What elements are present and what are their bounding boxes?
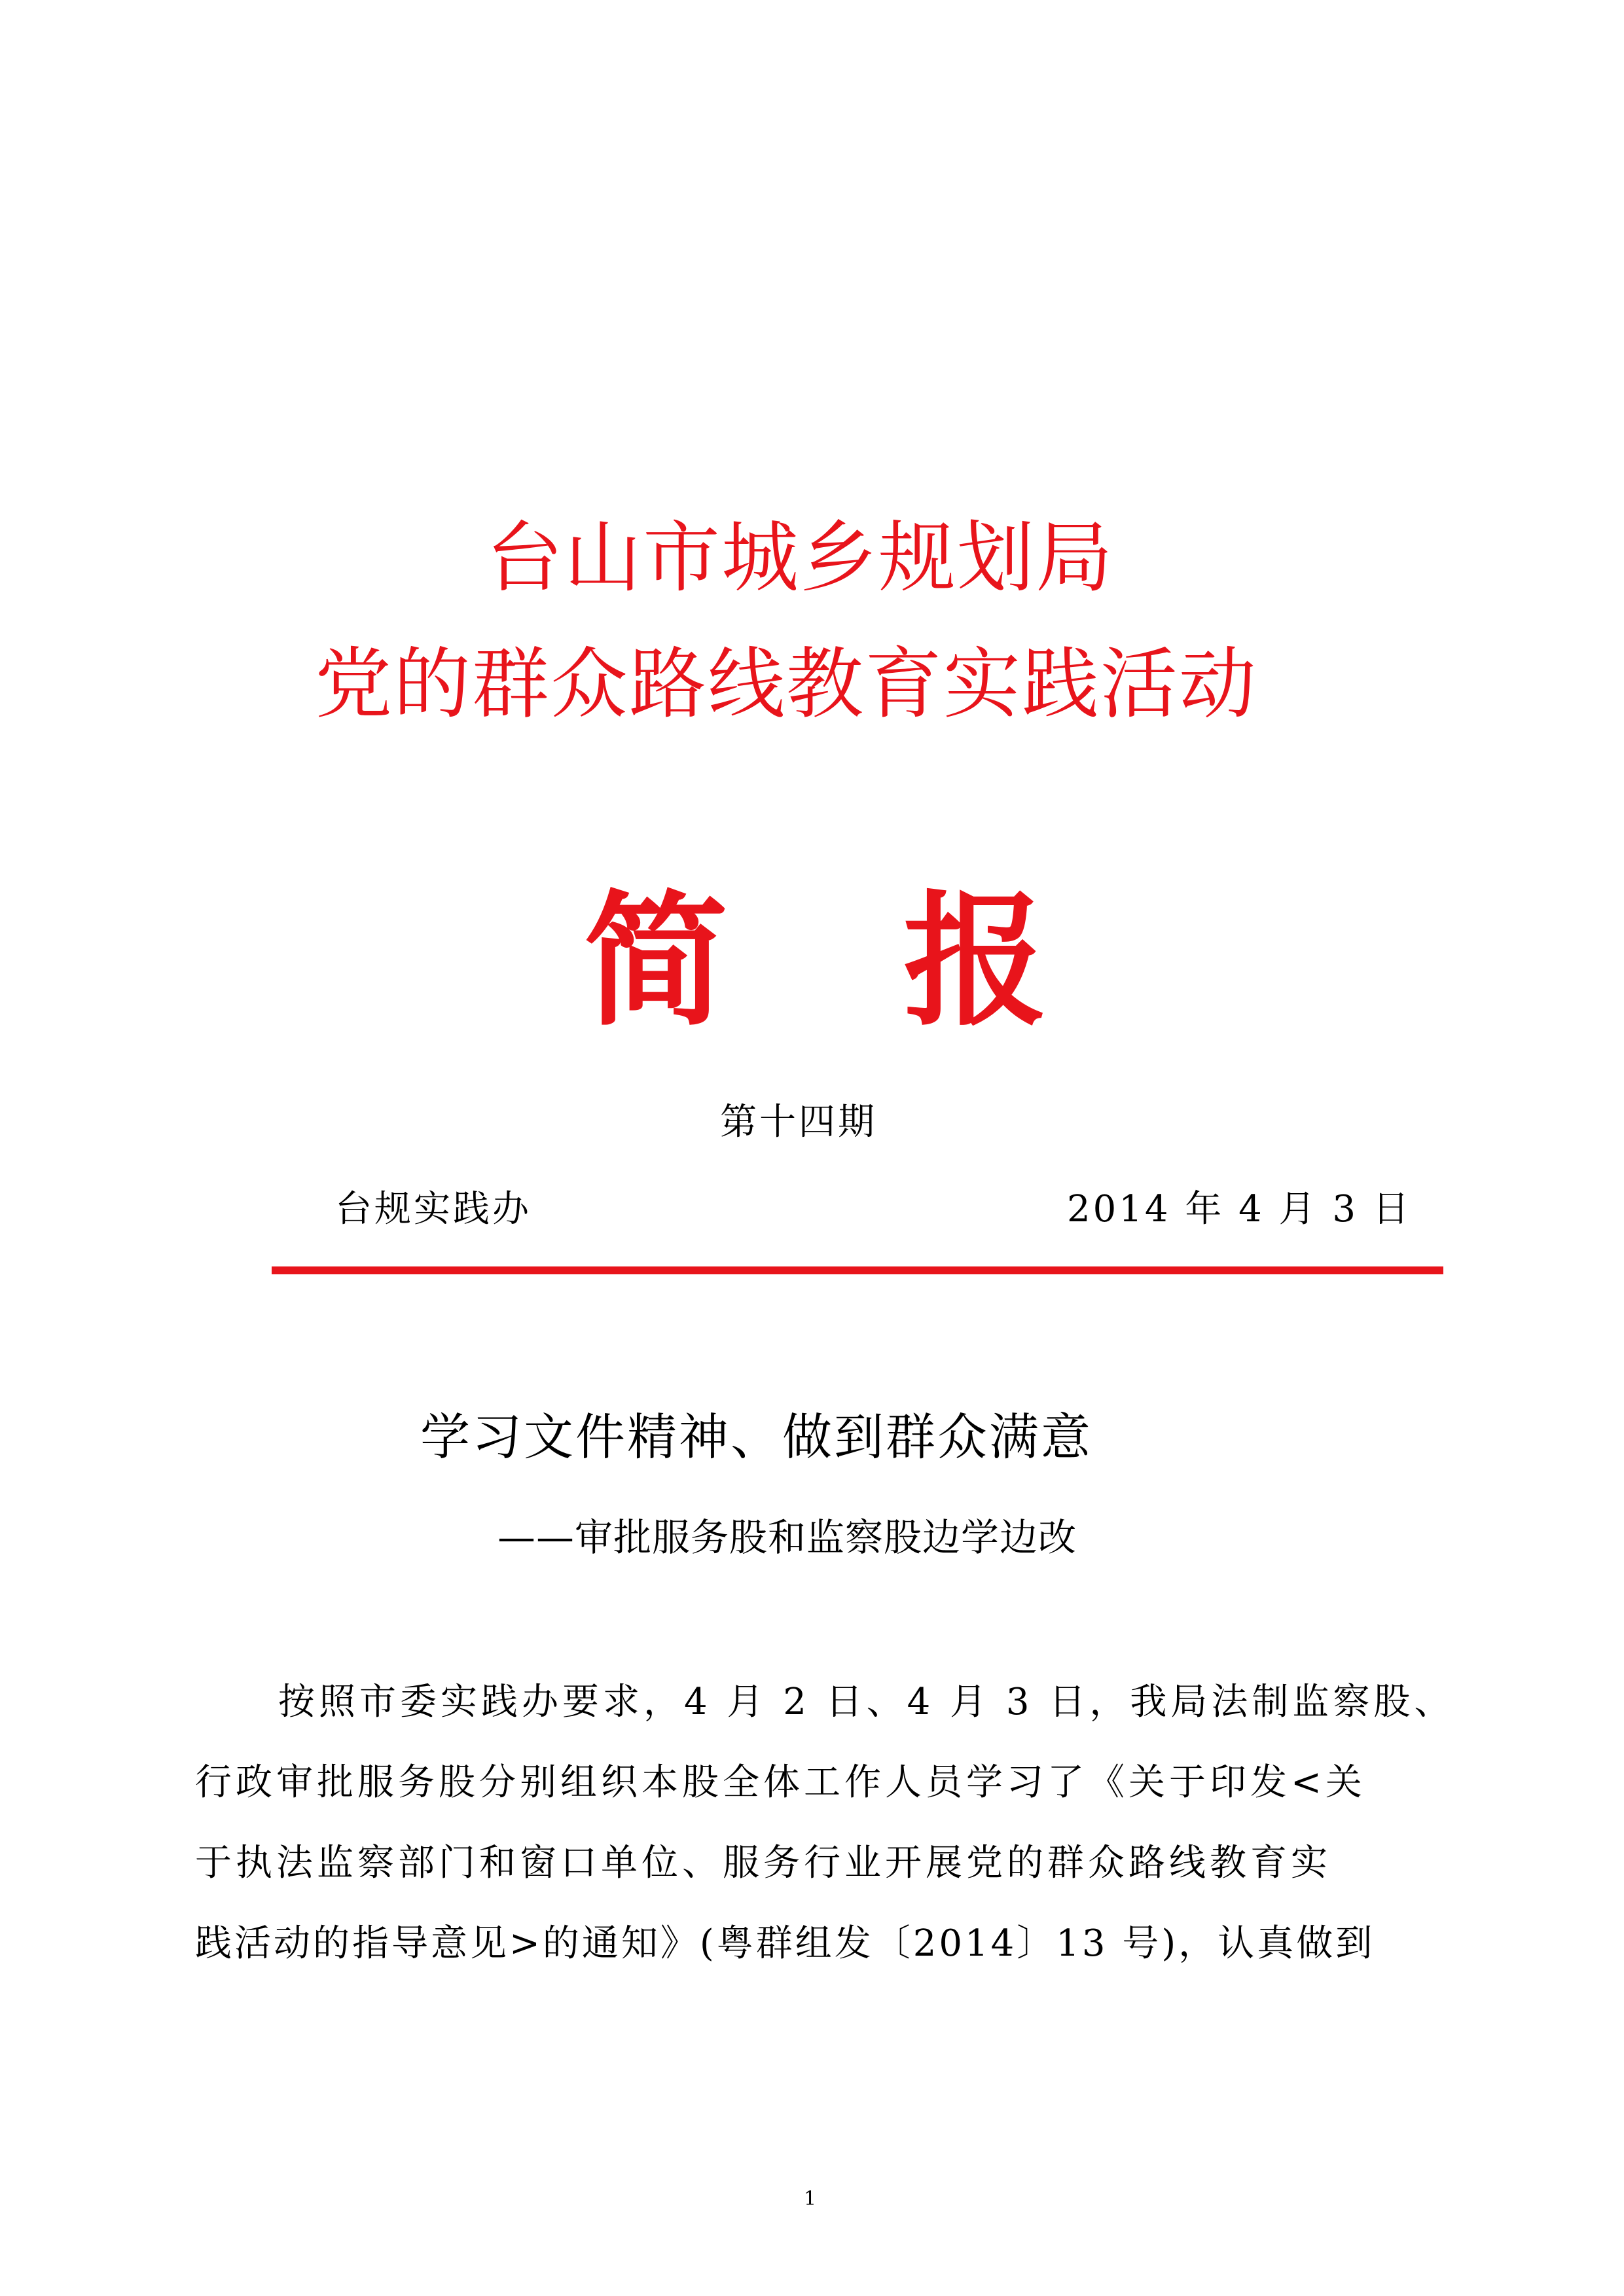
header-divider	[272, 1266, 1443, 1274]
brief-title-char-1: 简	[584, 876, 729, 1045]
article-subtitle: ——审批服务股和监察股边学边改	[497, 1515, 1077, 1560]
body-paragraph-line: 行政审批服务股分别组织本股全体工作人员学习了《关于印发<关	[195, 1761, 1366, 1804]
issue-number: 第十四期	[720, 1101, 877, 1143]
page-number: 1	[804, 2187, 817, 2210]
issue-date: 2014 年 4 月 3 日	[1067, 1188, 1412, 1230]
title-line-1: 台山市城乡规划局	[486, 512, 1115, 603]
title-line-2: 党的群众路线教育实践活动	[315, 639, 1258, 729]
issuing-office: 台规实践办	[335, 1188, 532, 1230]
body-paragraph-line: 按照市委实践办要求，4 月 2 日、4 月 3 日，我局法制监察股、	[278, 1681, 1455, 1723]
body-paragraph-line: 践活动的指导意见>的通知》(粤群组发〔2014〕13 号)，认真做到	[195, 1922, 1375, 1965]
brief-title-char-2: 报	[903, 876, 1048, 1045]
body-paragraph-line: 于执法监察部门和窗口单位、服务行业开展党的群众路线教育实	[195, 1842, 1331, 1884]
article-title: 学习文件精神、做到群众满意	[420, 1408, 1092, 1466]
